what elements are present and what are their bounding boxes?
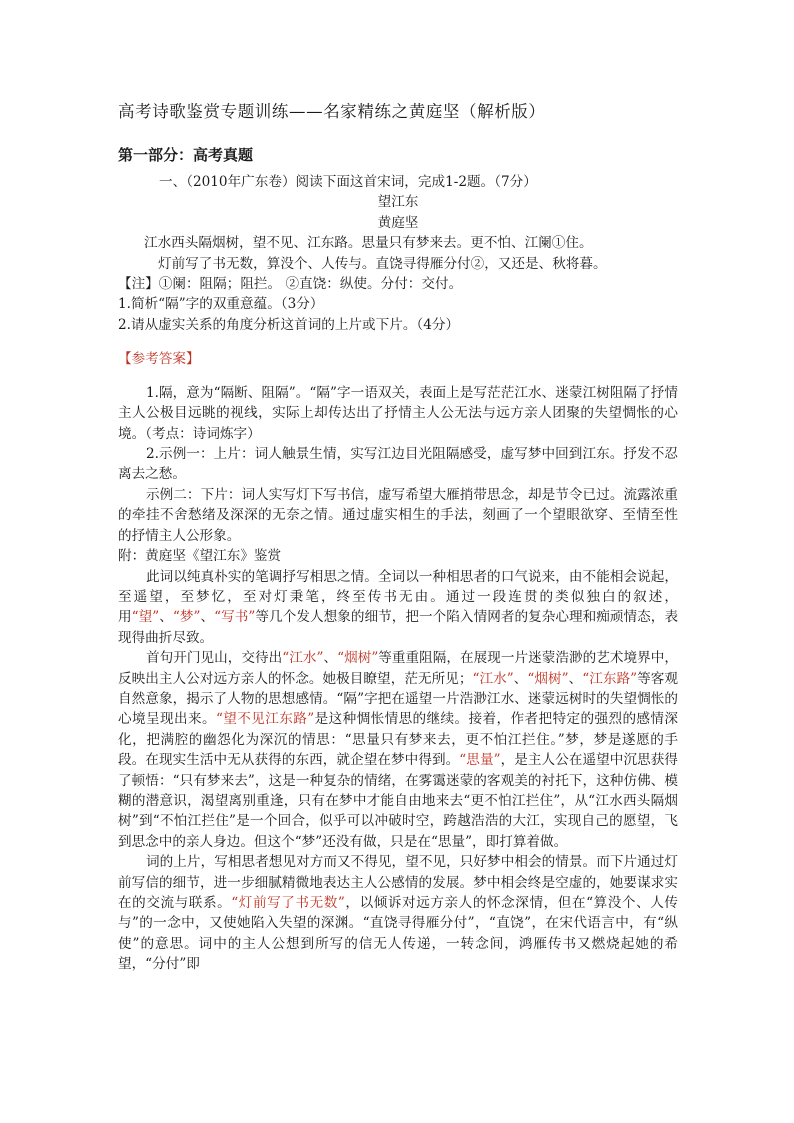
highlight: “江水”: [472, 670, 514, 687]
text-run: 、: [323, 650, 338, 667]
text-run: 首句开门见山，交待出: [146, 650, 283, 667]
highlight: “望”: [131, 609, 160, 626]
text-run: 等重重阻隔，在展现一片迷蒙浩渺的艺术境界中，反映出主人公对远方亲人的怀念。她极目瞭望，茫无所见；: [118, 650, 679, 687]
text-run: 、: [200, 609, 215, 626]
text-run: 此词以纯真朴实的笔调抒写相思之情。全词以一种相思者的口气说来，由不能相会说起，至遥望，至梦忆，至对灯秉笔，终至传书无由。通过一段连贯的类似独白的叙述，用: [118, 568, 678, 626]
section-heading: 第一部分：高考真题: [118, 146, 254, 164]
analysis-paragraph-2: [118, 648, 678, 852]
highlight: “梦”: [172, 609, 201, 626]
question-1: 1.简析“隔”字的双重意蕴。（3分）: [118, 296, 324, 313]
highlight: “望不见江东路”: [215, 711, 315, 728]
question-intro: 一、（2010年广东卷）阅读下面这首宋词，完成1-2题。（7分）: [159, 174, 537, 190]
poem-note: 【注】①阑：阻隔；阻拦。 ②直饶：纵使。分付：交付。: [118, 276, 463, 293]
question-2: 2.请从虚实关系的角度分析这首词的上片或下片。（4分）: [118, 316, 460, 333]
poem-line-1: 江水西头隔烟树，望不见、江东路。思量只有梦来去。更不怕、江阑①住。: [144, 235, 593, 252]
text-run: 、: [159, 609, 173, 626]
answer-1: 1.隔，意为“隔断、阻隔”。“隔”字一语双关，表面上是写茫茫江水、迷蒙江树阻隔了抒情主人公极目远眺的视线，实际上却传达出了抒情主人公无法与远方亲人团聚的失望惆怅的心境。（考点：诗词炼字）: [118, 384, 678, 442]
text-run: ，以倾诉对远方亲人的怀念深情，但在“算没个、人传与”的一念中，又使她陷入失望的深渊。“直饶寻得雁分付”，“直饶”，在宋代语言中，有“纵使”的意思。词中的主人公想到所写的信无人传递，一转念间，鸿雁传书又燃烧起她的希望，“分付”即: [118, 895, 678, 973]
document-page: [118, 100, 678, 975]
text-run: 、: [513, 670, 528, 687]
text-run: 等几个发人想象的细节，把一个陷入情网者的复杂心理和痴顽情态，表现得曲折尽致。: [118, 609, 679, 646]
highlight: “江水”: [282, 650, 324, 667]
text-run: 等客观自然意象，揭示了人物的思想感情。“隔”字把在遥望一片浩渺江水、迷蒙远树时的失望惆怅的心境呈现出来。: [118, 670, 679, 728]
document-title: 高考诗歌鉴赏专题训练——名家精练之黄庭坚（解析版）: [118, 102, 546, 121]
highlight: “烟树”: [527, 670, 569, 687]
answer-2-example-2: 示例二：下片：词人实写灯下写书信，虚写希望大雁捎带思念，却是节令已过。流露浓重的牵挂不舍愁绪及深深的无奈之情。通过虚实相生的手法，刻画了一个望眼欲穿、至情至性 的抒情主人公形象。: [118, 486, 678, 544]
analysis-paragraph-3: [118, 852, 678, 974]
highlight: “灯前写了书无数”: [231, 895, 345, 911]
highlight: “思量”: [459, 752, 501, 769]
poem-line-2: 灯前写了书无数，算没个、人传与。直饶寻得雁分付②，又还是、秋将暮。: [158, 255, 607, 272]
highlight: “江东路”: [582, 670, 638, 687]
text-run: 、: [568, 670, 583, 687]
appendix-title: 附：黄庭坚《望江东》鉴赏: [118, 548, 282, 565]
highlight: “烟树”: [337, 650, 379, 667]
text-run: 是这种惆怅情思的继续。接着，作者把特定的强烈的感情深化，把满腔的幽怨化为深沉的情思：“思量只有梦来去，更不怕江拦住。”梦，梦是遂愿的手段。在现实生活中无从获得的东西，就企望在梦中得到。: [118, 711, 679, 769]
text-run: ，是主人公在遥望中沉思获得了顿悟：“只有梦来去”，这是一种复杂的情绪，在雾霭迷蒙的客观美的衬托下，这种仿佛、模糊的潜意识，渴望离别重逢，只有在梦中才能自由地来去“更不怕江拦住”，从“江水西头隔烟树”到“不怕江拦住”是一个回合，似乎可以冲破时空，跨越浩浩的大江，实现自己的愿望，飞到思念中的亲人身边。但这个“梦”还没有做，只是在“思量”，即打算着做。: [118, 752, 679, 850]
highlight: “写书”: [214, 609, 256, 626]
answer-label: 【参考答案】: [118, 350, 200, 367]
answer-2: 2.示例一：上片：词人触景生情，实写江边目光阻隔感受，虚写梦中回到江东。抒发不忍离去之愁。: [118, 446, 678, 483]
poem-title: 望江东: [377, 194, 419, 211]
analysis-paragraph-1: [118, 567, 678, 649]
text-run: 词的上片，写相思者想见对方而又不得见，望不见，只好梦中相会的情景。而下片通过灯前写信的细节，进一步细腻精微地表达主人公感情的发展。梦中相会终是空虚的，她要谋求实在的交流与联系。: [118, 854, 678, 911]
poem-author: 黄庭坚: [377, 214, 419, 231]
